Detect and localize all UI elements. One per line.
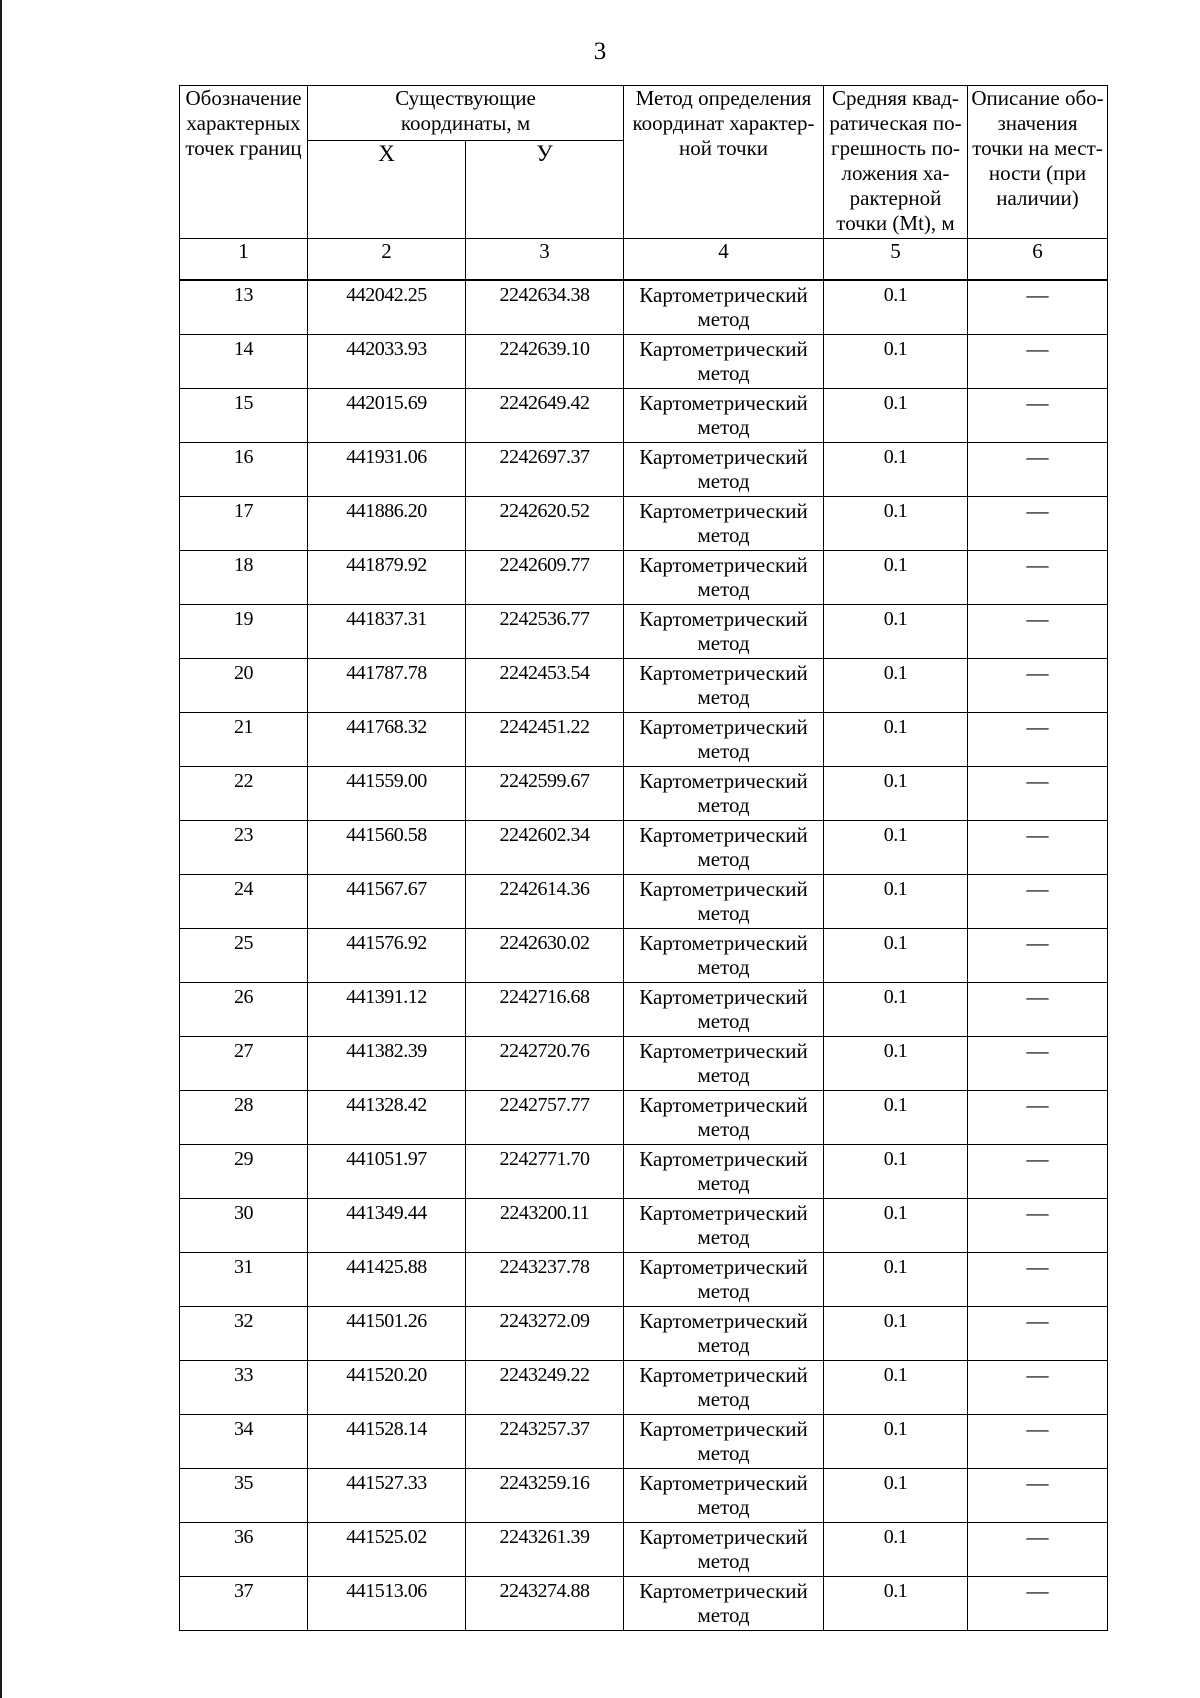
y-coordinate-cell: 2242757.77 bbox=[466, 1091, 624, 1145]
y-coordinate-cell: 2242630.02 bbox=[466, 929, 624, 983]
description-cell: — bbox=[968, 389, 1108, 443]
point-number-cell: 34 bbox=[180, 1415, 308, 1469]
table-row bbox=[180, 1307, 1108, 1361]
x-coordinate-cell: 441425.88 bbox=[308, 1253, 466, 1307]
mt-cell: 0.1 bbox=[824, 551, 968, 605]
point-number-cell: 27 bbox=[180, 1037, 308, 1091]
method-text: Картометрический bbox=[639, 337, 808, 361]
method-text: метод bbox=[697, 955, 750, 979]
method-text: Картометрический bbox=[639, 1471, 808, 1495]
method-text: метод bbox=[697, 739, 750, 763]
scan-edge-line bbox=[0, 0, 2, 1698]
method-text: метод bbox=[697, 1549, 750, 1573]
y-coordinate-cell: 2243257.37 bbox=[466, 1415, 624, 1469]
method-cell bbox=[624, 497, 824, 551]
description-cell: — bbox=[968, 1253, 1108, 1307]
y-coordinate-cell: 2242614.36 bbox=[466, 875, 624, 929]
point-number-cell: 35 bbox=[180, 1469, 308, 1523]
x-coordinate-cell: 441527.33 bbox=[308, 1469, 466, 1523]
y-coordinate-cell: 2242536.77 bbox=[466, 605, 624, 659]
method-text: метод bbox=[697, 1441, 750, 1465]
table-row bbox=[180, 875, 1108, 929]
point-number-cell: 28 bbox=[180, 1091, 308, 1145]
method-text: метод bbox=[697, 361, 750, 385]
mt-cell: 0.1 bbox=[824, 1361, 968, 1415]
table-row bbox=[180, 389, 1108, 443]
description-cell: — bbox=[968, 1037, 1108, 1091]
mt-cell: 0.1 bbox=[824, 983, 968, 1037]
x-coordinate-cell: 441349.44 bbox=[308, 1199, 466, 1253]
mt-cell: 0.1 bbox=[824, 767, 968, 821]
mt-cell: 0.1 bbox=[824, 659, 968, 713]
table-row bbox=[180, 443, 1108, 497]
mt-cell: 0.1 bbox=[824, 443, 968, 497]
description-cell: — bbox=[968, 1415, 1108, 1469]
method-text: Картометрический bbox=[639, 715, 808, 739]
point-number-cell: 30 bbox=[180, 1199, 308, 1253]
table-row bbox=[180, 1361, 1108, 1415]
method-text: Картометрический bbox=[639, 499, 808, 523]
y-coordinate-cell: 2242451.22 bbox=[466, 713, 624, 767]
table-row bbox=[180, 929, 1108, 983]
y-coordinate-cell: 2243200.11 bbox=[466, 1199, 624, 1253]
x-coordinate-cell: 441560.58 bbox=[308, 821, 466, 875]
description-cell: — bbox=[968, 713, 1108, 767]
method-text: метод bbox=[697, 1171, 750, 1195]
method-text: Картометрический bbox=[639, 1309, 808, 1333]
mt-cell: 0.1 bbox=[824, 280, 968, 335]
x-coordinate-cell: 442033.93 bbox=[308, 335, 466, 389]
x-coordinate-cell: 441520.20 bbox=[308, 1361, 466, 1415]
method-text: метод bbox=[697, 1117, 750, 1141]
table-row bbox=[180, 1523, 1108, 1577]
x-coordinate-cell: 441501.26 bbox=[308, 1307, 466, 1361]
header-existing-coordinates: Существующие координаты, м bbox=[308, 86, 624, 141]
x-coordinate-cell: 442042.25 bbox=[308, 280, 466, 335]
point-number-cell: 24 bbox=[180, 875, 308, 929]
method-text: Картометрический bbox=[639, 985, 808, 1009]
method-cell bbox=[624, 1307, 824, 1361]
coordinates-table bbox=[179, 85, 1108, 1631]
description-cell: — bbox=[968, 821, 1108, 875]
method-cell bbox=[624, 713, 824, 767]
table-row bbox=[180, 1037, 1108, 1091]
description-cell: — bbox=[968, 1091, 1108, 1145]
method-text: метод bbox=[697, 1495, 750, 1519]
method-text: Картометрический bbox=[639, 877, 808, 901]
mt-cell: 0.1 bbox=[824, 713, 968, 767]
point-number-cell: 21 bbox=[180, 713, 308, 767]
method-cell bbox=[624, 929, 824, 983]
point-number-cell: 22 bbox=[180, 767, 308, 821]
method-text: Картометрический bbox=[639, 391, 808, 415]
description-cell: — bbox=[968, 1577, 1108, 1631]
method-text: метод bbox=[697, 307, 750, 331]
method-text: Картометрический bbox=[639, 1255, 808, 1279]
x-coordinate-cell: 441886.20 bbox=[308, 497, 466, 551]
description-cell: — bbox=[968, 659, 1108, 713]
description-cell: — bbox=[968, 605, 1108, 659]
point-number-cell: 17 bbox=[180, 497, 308, 551]
mt-cell: 0.1 bbox=[824, 1037, 968, 1091]
y-coordinate-cell: 2243272.09 bbox=[466, 1307, 624, 1361]
x-coordinate-cell: 441787.78 bbox=[308, 659, 466, 713]
mt-cell: 0.1 bbox=[824, 497, 968, 551]
description-cell: — bbox=[968, 335, 1108, 389]
y-coordinate-cell: 2242771.70 bbox=[466, 1145, 624, 1199]
point-number-cell: 16 bbox=[180, 443, 308, 497]
mt-cell: 0.1 bbox=[824, 1091, 968, 1145]
table-row bbox=[180, 1199, 1108, 1253]
table-row bbox=[180, 821, 1108, 875]
method-text: метод bbox=[697, 685, 750, 709]
method-text: метод bbox=[697, 1603, 750, 1627]
x-coordinate-cell: 441567.67 bbox=[308, 875, 466, 929]
header-point-description: Описание обо- значения точки на мест- ности (при наличии) bbox=[968, 86, 1108, 239]
point-number-cell: 25 bbox=[180, 929, 308, 983]
table-row bbox=[180, 1577, 1108, 1631]
table-row bbox=[180, 1415, 1108, 1469]
point-number-cell: 14 bbox=[180, 335, 308, 389]
table-body bbox=[180, 280, 1108, 1631]
description-cell: — bbox=[968, 443, 1108, 497]
table-row bbox=[180, 1091, 1108, 1145]
description-cell: — bbox=[968, 875, 1108, 929]
x-coordinate-cell: 441382.39 bbox=[308, 1037, 466, 1091]
point-number-cell: 31 bbox=[180, 1253, 308, 1307]
x-coordinate-cell: 441576.92 bbox=[308, 929, 466, 983]
method-cell bbox=[624, 280, 824, 335]
point-number-cell: 36 bbox=[180, 1523, 308, 1577]
method-text: метод bbox=[697, 1387, 750, 1411]
point-number-cell: 37 bbox=[180, 1577, 308, 1631]
page-number: 3 bbox=[593, 38, 607, 65]
method-cell bbox=[624, 1145, 824, 1199]
mt-cell: 0.1 bbox=[824, 605, 968, 659]
method-cell bbox=[624, 767, 824, 821]
mt-cell: 0.1 bbox=[824, 1145, 968, 1199]
method-text: Картометрический bbox=[639, 283, 808, 307]
method-cell bbox=[624, 821, 824, 875]
y-coordinate-cell: 2242720.76 bbox=[466, 1037, 624, 1091]
method-cell bbox=[624, 1415, 824, 1469]
mt-cell: 0.1 bbox=[824, 1577, 968, 1631]
method-cell bbox=[624, 659, 824, 713]
header-x: X bbox=[308, 141, 466, 239]
method-text: Картометрический bbox=[639, 931, 808, 955]
x-coordinate-cell: 441559.00 bbox=[308, 767, 466, 821]
x-coordinate-cell: 441051.97 bbox=[308, 1145, 466, 1199]
y-coordinate-cell: 2242609.77 bbox=[466, 551, 624, 605]
mt-cell: 0.1 bbox=[824, 1415, 968, 1469]
method-text: метод bbox=[697, 847, 750, 871]
method-cell bbox=[624, 1199, 824, 1253]
method-cell bbox=[624, 1091, 824, 1145]
method-text: Картометрический bbox=[639, 1039, 808, 1063]
description-cell: — bbox=[968, 1145, 1108, 1199]
mt-cell: 0.1 bbox=[824, 929, 968, 983]
table-row bbox=[180, 605, 1108, 659]
y-coordinate-cell: 2242716.68 bbox=[466, 983, 624, 1037]
column-number: 1 bbox=[180, 239, 308, 281]
table-row bbox=[180, 983, 1108, 1037]
y-coordinate-cell: 2242697.37 bbox=[466, 443, 624, 497]
method-text: Картометрический bbox=[639, 1579, 808, 1603]
header-y: У bbox=[466, 141, 624, 239]
method-cell bbox=[624, 1523, 824, 1577]
mt-cell: 0.1 bbox=[824, 1199, 968, 1253]
method-cell bbox=[624, 1037, 824, 1091]
column-number: 5 bbox=[824, 239, 968, 281]
y-coordinate-cell: 2242599.67 bbox=[466, 767, 624, 821]
table-row bbox=[180, 659, 1108, 713]
point-number-cell: 15 bbox=[180, 389, 308, 443]
mt-cell: 0.1 bbox=[824, 1253, 968, 1307]
table-row bbox=[180, 335, 1108, 389]
method-text: Картометрический bbox=[639, 607, 808, 631]
method-cell bbox=[624, 875, 824, 929]
mt-cell: 0.1 bbox=[824, 821, 968, 875]
y-coordinate-cell: 2243249.22 bbox=[466, 1361, 624, 1415]
method-text: метод bbox=[697, 577, 750, 601]
header-mean-square-error: Средняя квад- ратическая по- грешность по- ложения ха- рактерной точки (Mt), м bbox=[824, 86, 968, 239]
y-coordinate-cell: 2243261.39 bbox=[466, 1523, 624, 1577]
y-coordinate-cell: 2242620.52 bbox=[466, 497, 624, 551]
x-coordinate-cell: 441525.02 bbox=[308, 1523, 466, 1577]
point-number-cell: 32 bbox=[180, 1307, 308, 1361]
description-cell: — bbox=[968, 1307, 1108, 1361]
point-number-cell: 23 bbox=[180, 821, 308, 875]
table-row bbox=[180, 1253, 1108, 1307]
mt-cell: 0.1 bbox=[824, 389, 968, 443]
method-text: метод bbox=[697, 1063, 750, 1087]
method-text: метод bbox=[697, 523, 750, 547]
column-number: 3 bbox=[466, 239, 624, 281]
point-number-cell: 19 bbox=[180, 605, 308, 659]
method-text: метод bbox=[697, 469, 750, 493]
y-coordinate-cell: 2242602.34 bbox=[466, 821, 624, 875]
point-number-cell: 20 bbox=[180, 659, 308, 713]
description-cell: — bbox=[968, 280, 1108, 335]
x-coordinate-cell: 442015.69 bbox=[308, 389, 466, 443]
method-text: метод bbox=[697, 901, 750, 925]
method-cell bbox=[624, 1469, 824, 1523]
method-text: метод bbox=[697, 1279, 750, 1303]
method-text: Картометрический bbox=[639, 661, 808, 685]
x-coordinate-cell: 441837.31 bbox=[308, 605, 466, 659]
description-cell: — bbox=[968, 767, 1108, 821]
table-row bbox=[180, 1469, 1108, 1523]
method-text: метод bbox=[697, 1225, 750, 1249]
method-cell bbox=[624, 1577, 824, 1631]
description-cell: — bbox=[968, 929, 1108, 983]
column-number: 2 bbox=[308, 239, 466, 281]
method-text: Картометрический bbox=[639, 1417, 808, 1441]
method-cell bbox=[624, 335, 824, 389]
x-coordinate-cell: 441879.92 bbox=[308, 551, 466, 605]
method-text: Картометрический bbox=[639, 1525, 808, 1549]
method-text: Картометрический bbox=[639, 1201, 808, 1225]
x-coordinate-cell: 441528.14 bbox=[308, 1415, 466, 1469]
table-row bbox=[180, 280, 1108, 335]
y-coordinate-cell: 2242453.54 bbox=[466, 659, 624, 713]
x-coordinate-cell: 441931.06 bbox=[308, 443, 466, 497]
mt-cell: 0.1 bbox=[824, 1523, 968, 1577]
mt-cell: 0.1 bbox=[824, 875, 968, 929]
column-numbers-row bbox=[180, 239, 1108, 281]
point-number-cell: 18 bbox=[180, 551, 308, 605]
method-text: Картометрический bbox=[639, 1093, 808, 1117]
method-cell bbox=[624, 1361, 824, 1415]
x-coordinate-cell: 441513.06 bbox=[308, 1577, 466, 1631]
description-cell: — bbox=[968, 1361, 1108, 1415]
header-point-designation: Обозначение характерных точек границ bbox=[180, 86, 308, 239]
method-text: метод bbox=[697, 631, 750, 655]
point-number-cell: 33 bbox=[180, 1361, 308, 1415]
table-row bbox=[180, 551, 1108, 605]
point-number-cell: 29 bbox=[180, 1145, 308, 1199]
method-text: Картометрический bbox=[639, 1147, 808, 1171]
table-row bbox=[180, 713, 1108, 767]
point-number-cell: 26 bbox=[180, 983, 308, 1037]
x-coordinate-cell: 441391.12 bbox=[308, 983, 466, 1037]
method-cell bbox=[624, 1253, 824, 1307]
y-coordinate-cell: 2242634.38 bbox=[466, 280, 624, 335]
method-text: Картометрический bbox=[639, 823, 808, 847]
x-coordinate-cell: 441768.32 bbox=[308, 713, 466, 767]
description-cell: — bbox=[968, 983, 1108, 1037]
method-cell bbox=[624, 983, 824, 1037]
y-coordinate-cell: 2242639.10 bbox=[466, 335, 624, 389]
y-coordinate-cell: 2243274.88 bbox=[466, 1577, 624, 1631]
method-text: Картометрический bbox=[639, 445, 808, 469]
description-cell: — bbox=[968, 1469, 1108, 1523]
y-coordinate-cell: 2242649.42 bbox=[466, 389, 624, 443]
table-row bbox=[180, 767, 1108, 821]
description-cell: — bbox=[968, 1199, 1108, 1253]
method-cell bbox=[624, 605, 824, 659]
method-cell bbox=[624, 551, 824, 605]
description-cell: — bbox=[968, 551, 1108, 605]
mt-cell: 0.1 bbox=[824, 1307, 968, 1361]
mt-cell: 0.1 bbox=[824, 1469, 968, 1523]
method-text: метод bbox=[697, 1333, 750, 1357]
y-coordinate-cell: 2243237.78 bbox=[466, 1253, 624, 1307]
table-row bbox=[180, 1145, 1108, 1199]
description-cell: — bbox=[968, 1523, 1108, 1577]
method-text: метод bbox=[697, 793, 750, 817]
method-text: Картометрический bbox=[639, 553, 808, 577]
x-coordinate-cell: 441328.42 bbox=[308, 1091, 466, 1145]
mt-cell: 0.1 bbox=[824, 335, 968, 389]
method-cell bbox=[624, 443, 824, 497]
point-number-cell: 13 bbox=[180, 280, 308, 335]
method-text: метод bbox=[697, 415, 750, 439]
column-number: 4 bbox=[624, 239, 824, 281]
table-row bbox=[180, 497, 1108, 551]
header-method: Метод определения координат характер- ной точки bbox=[624, 86, 824, 239]
method-text: метод bbox=[697, 1009, 750, 1033]
description-cell: — bbox=[968, 497, 1108, 551]
method-cell bbox=[624, 389, 824, 443]
y-coordinate-cell: 2243259.16 bbox=[466, 1469, 624, 1523]
method-text: Картометрический bbox=[639, 769, 808, 793]
method-text: Картометрический bbox=[639, 1363, 808, 1387]
column-number: 6 bbox=[968, 239, 1108, 281]
